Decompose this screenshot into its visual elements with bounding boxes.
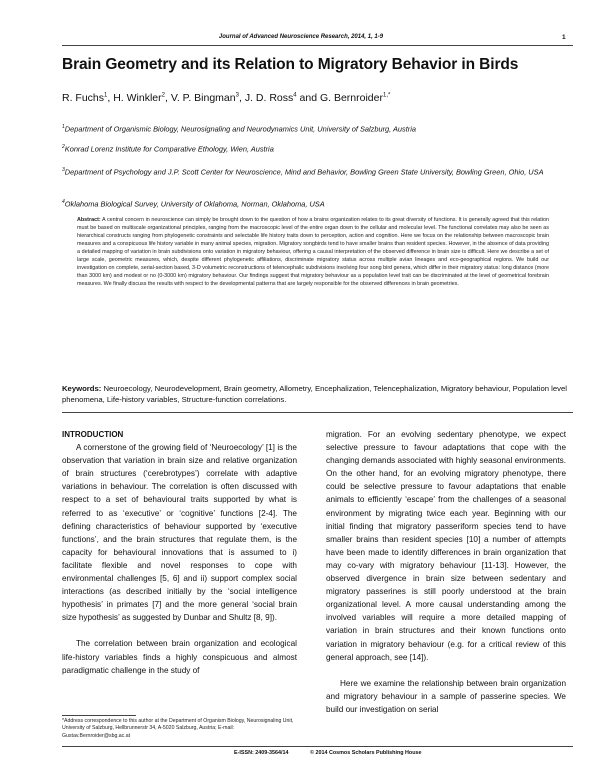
correspondence-footnote: *Address correspondence to this author at the Department of Organism Biology, Neurosignaling Unit, University of Salzburg, Hellbrunnerstr 34, A-5020 Salzburg, Austria; E-mail: Gustav.Bernroider@sbg.ac.at xyxy=(62,718,294,739)
paragraph: A cornerstone of the growing field of ‘Neuroecology’ [1] is the observation that variation in brain size and relative organization of brain structures (‘cerebrotypes’) correlate with adaptive variations in behaviour. The correlation is often discussed with respect to a set of behavioural traits supported by what is referred to as ‘executive’ or ‘cognitive’ functions [2-4]. The defining characteristics of behaviour supported by ‘executive functions’, and the brain structures that regulate them, is the capacity for behavioural innovations that is assumed to i) facilitate flexible and novel responses to cope with environmental challenges [5, 6] and ii) support complex social interactions (as described initially by the ‘social intelligence hypothesis’ in primates [7] and the more general ‘social brain size hypothesis’ as suggested by Dunbar and Shultz [8, 9]). xyxy=(62,443,297,623)
issn: E-ISSN: 2409-3564/14 xyxy=(234,750,289,756)
paragraph: migration. For an evolving sedentary phenotype, we expect selective pressure to favour adaptations that cope with the changing demands associated with highly seasonal environments. On the other hand, for an evolving migratory phenotype, there could be selective pressure to favour adaptations that enable animals to efficiently ‘escape’ from the challenges of a seasonal environment by migrating twice each year. Beginning with our initial finding that migratory passeriform species tend to have smaller brains than resident species [10] a number of attempts have been made to identify differences in brain organization that may co-vary with migratory behaviour [11-13]. However, the observed divergence in brain size between sedentary and migratory passerines is still poorly understood at the brain organizational level. A more causal understanding among the involved variables will require a more detailed mapping of variation in brain structures and their known functions onto variation in migratory behaviour (e.g. for a critical review of this general approach, see [14]). xyxy=(326,430,566,662)
running-head: Journal of Advanced Neuroscience Research, 2014, 1, 1-9 xyxy=(218,34,384,40)
keywords-text: Neuroecology, Neurodevelopment, Brain geometry, Allometry, Encephalization, Telencephalization, Migratory behaviour, Population level phenomena, Life-history variables, Structure-function correlations. xyxy=(62,384,567,404)
left-column xyxy=(62,428,297,677)
right-column xyxy=(326,428,566,716)
section-heading: INTRODUCTION xyxy=(62,430,124,439)
paragraph: Here we examine the relationship between brain organization and migratory behaviour in a sample of passerine species. We build our investigation on serial xyxy=(326,678,566,714)
author: R. Fuchs$^1$ xyxy=(62,92,108,104)
abstract-label: Abstract: xyxy=(77,217,101,223)
author: G. Bernroider$^{1,*}$ xyxy=(319,92,391,104)
author: J. D. Ross$^4$ xyxy=(244,92,297,104)
author-list: R. Fuchs$^1$, H. Winkler$^2$, V. P. Bingman$^3$, J. D. Ross$^4$ and G. Bernroider$^{1,*}$ xyxy=(62,92,391,104)
affiliation: $^2$Konrad Lorenz Institute for Comparative Ethology, Wien, Austria xyxy=(62,144,274,154)
page-number: 1 xyxy=(562,34,566,41)
abstract xyxy=(77,216,549,288)
author: V. P. Bingman$^3$ xyxy=(170,92,239,104)
keywords-label: Keywords: xyxy=(62,384,102,393)
keywords-divider xyxy=(62,412,573,413)
author: H. Winkler$^2$ xyxy=(113,92,165,104)
keywords xyxy=(62,383,573,405)
paper-title: Brain Geometry and its Relation to Migratory Behavior in Birds xyxy=(62,56,519,73)
header-divider xyxy=(62,45,573,46)
publisher: © 2014 Cosmos Scholars Publishing House xyxy=(310,750,422,756)
affiliation: $^4$Oklahoma Biological Survey, University of Oklahoma, Norman, Oklahoma, USA xyxy=(62,199,325,209)
affiliation: $^3$Department of Psychology and J.P. Scott Center for Neuroscience, Mind and Behavior, Bowling Green State University, Bowling Green, Ohio, USA xyxy=(62,167,544,177)
footnote-divider xyxy=(62,715,136,716)
abstract-text: A central concern in neuroscience can simply be brought down to the question of how a brains organization relates to its great diversity of functions. It is generally agreed that this relation must be based on multiscale organizational principles, ranging from the macroscopic level of the entire organ down to the cellular and molecular level. The functional correlates may also be seen as hierarchical constructs ranging from phylogenetic constraints and selectable life history traits down to perception, action and cognition. Here we focus on the relationship between macroscopic brain measures and a conspicuous life history variable in many animal species, migration. Migratory songbirds tend to have smaller brains than resident species. However, in the absence of data providing a detailed mapping of variation in brain subdivisions onto variation in migratory behaviour, offering a causal interpretation of the observed difference in brain size is difficult. Here we describe a set of large scale, geometric measures, which, despite different phylogenetic affiliations, discriminate migratory status across multiple avian lineages and eco-geographical regions. We build our investigation on complete, serial-section based, 3-D volumetric reconstructions of telencephalic subdivisions involving four song bird genera, which differ in their migratory status: long distance (more than 3000 km) and modest or no (0-3000 km) migratory behaviour. Our findings suggest that migratory behaviour as a population level trait can be discriminated at the level of geometrical forebrain measures. We finally discuss the results with respect to the developmental patterns that are largely responsible for the observed differences in brain geometries. xyxy=(77,217,549,288)
paragraph: The correlation between brain organization and ecological life-history variables finds a highly conspicuous and almost paradigmatic challenge in the study of xyxy=(62,639,297,675)
footer-divider xyxy=(62,746,573,747)
affiliation: $^1$Department of Organismic Biology, Neurosignaling and Neurodynamics Unit, University of Salzburg, Austria xyxy=(62,124,416,134)
